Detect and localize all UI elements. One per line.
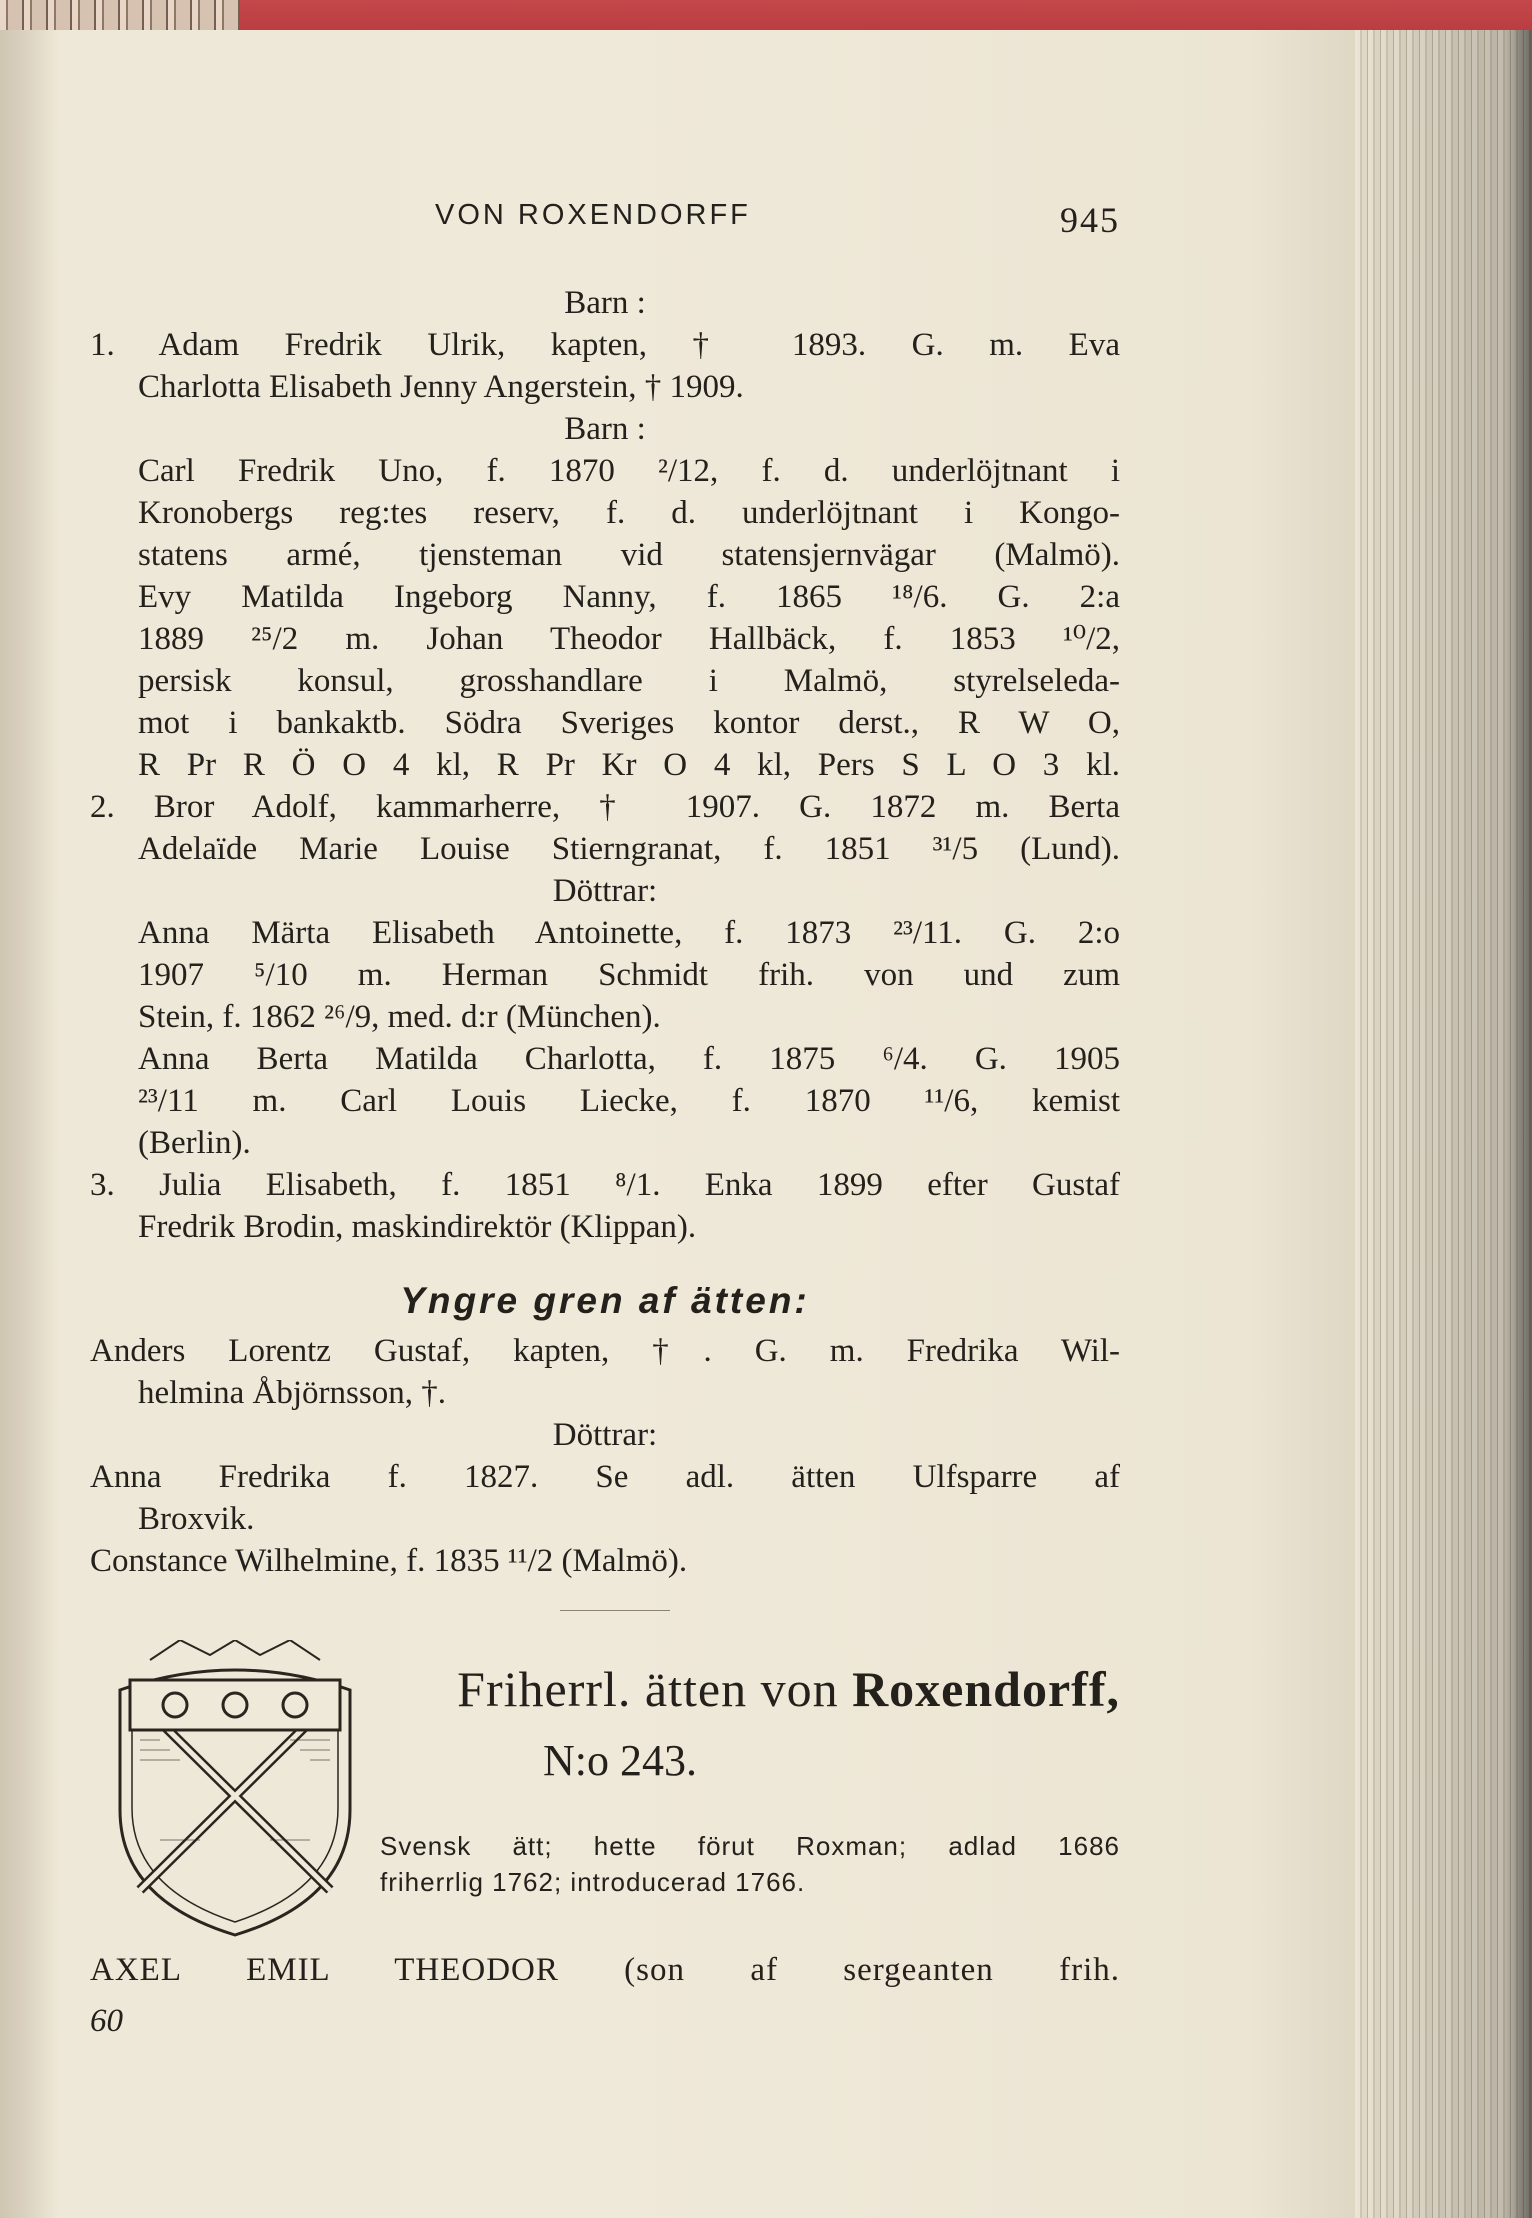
running-title: VON ROXENDORFF [435, 199, 751, 231]
text-line: (Berlin). [138, 1125, 251, 1161]
text-line: Barn : [564, 285, 646, 321]
text-line: 2. Bror Adolf, kammarherre, † 1907. G. 1872 m. Berta [90, 789, 1120, 825]
text-line: Barn : [564, 411, 646, 447]
family-title-name: Roxendorff, [852, 1661, 1120, 1717]
text-line: statens armé, tjensteman vid statensjernvägar (Malmö). [138, 537, 1120, 573]
book-page-edges [1355, 30, 1532, 2218]
text-line: 1907 ⁵/10 m. Herman Schmidt frih. von und zum [138, 957, 1120, 993]
text-line: Constance Wilhelmine, f. 1835 ¹¹/2 (Malmö). [90, 1543, 688, 1579]
family-title-prefix: Friherrl. ätten von [457, 1661, 839, 1717]
text-line: Evy Matilda Ingeborg Nanny, f. 1865 ¹⁸/6. G. 2:a [138, 579, 1120, 615]
text-line: Fredrik Brodin, maskindirektör (Klippan). [138, 1209, 697, 1245]
running-header [430, 199, 1120, 239]
text-line: Anna Märta Elisabeth Antoinette, f. 1873 ²³/11. G. 2:o [138, 915, 1120, 951]
text-line: 1889 ²⁵/2 m. Johan Theodor Hallbäck, f. 1853 ¹⁰/2, [138, 621, 1120, 657]
text-line: Carl Fredrik Uno, f. 1870 ²/12, f. d. underlöjtnant i [138, 453, 1120, 489]
divider-rule [560, 1610, 670, 1611]
text-line: Anna Fredrika f. 1827. Se adl. ätten Ulfsparre af [90, 1459, 1120, 1495]
text-line: mot i bankaktb. Södra Sveriges kontor derst., R W O, [138, 705, 1120, 741]
coat-of-arms [100, 1640, 370, 1945]
page-number: 945 [1060, 200, 1120, 240]
page-gutter [0, 30, 60, 2218]
text-line: helmina Åbjörnsson, †. [138, 1375, 446, 1411]
family-note [380, 1828, 1120, 1900]
thumb-index-tabs [0, 0, 240, 30]
text-line: R Pr R Ö O 4 kl, R Pr Kr O 4 kl, Pers S L O 3 kl. [138, 747, 1120, 783]
text-line: Broxvik. [138, 1501, 255, 1537]
signature-mark: 60 [90, 2003, 123, 2039]
family-title [380, 1660, 1120, 1718]
family-note-line: Svensk ätt; hette förut Roxman; adlad 1686 [380, 1831, 1120, 1861]
text-line: 3. Julia Elisabeth, f. 1851 ⁸/1. Enka 1899 efter Gustaf [90, 1167, 1120, 1203]
text-line: Anders Lorentz Gustaf, kapten, †. G. m. Fredrika Wil- [90, 1333, 1120, 1369]
text-line: Stein, f. 1862 ²⁶/9, med. d:r (München). [138, 999, 661, 1035]
text-line: Kronobergs reg:tes reserv, f. d. underlöjtnant i Kongo- [138, 495, 1120, 531]
text-line: persisk konsul, grosshandlare i Malmö, styrelseleda- [138, 663, 1120, 699]
section-heading: Yngre gren af ätten: [400, 1280, 810, 1321]
text-line: ²³/11 m. Carl Louis Liecke, f. 1870 ¹¹/6, kemist [138, 1083, 1120, 1119]
text-line: 1. Adam Fredrik Ulrik, kapten, † 1893. G. m. Eva [90, 327, 1120, 363]
text-line: Charlotta Elisabeth Jenny Angerstein, † 1909. [138, 369, 744, 405]
text-line: AXEL EMIL THEODOR (son af sergeanten frih. [90, 1952, 1120, 1988]
family-note-line: friherrlig 1762; introducerad 1766. [380, 1867, 806, 1897]
family-number: N:o 243. [543, 1736, 697, 1785]
text-line: Anna Berta Matilda Charlotta, f. 1875 ⁶/4. G. 1905 [138, 1041, 1120, 1077]
text-line: Döttrar: [552, 873, 658, 909]
text-line: Adelaïde Marie Louise Stierngranat, f. 1851 ³¹/5 (Lund). [138, 831, 1120, 867]
text-line: Döttrar: [552, 1417, 658, 1453]
